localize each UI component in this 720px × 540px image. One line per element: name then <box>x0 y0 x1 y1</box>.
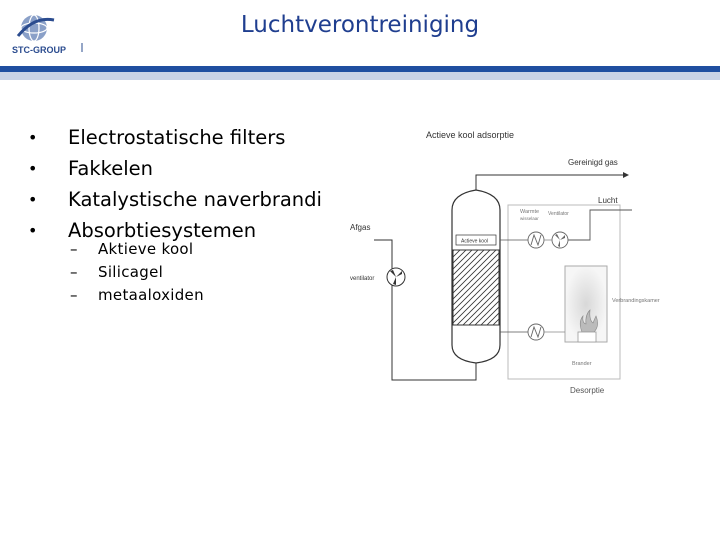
header-bar-light <box>0 72 720 80</box>
right-fan-icon <box>552 232 568 248</box>
sub-bullet-item: – metaaloxiden <box>70 284 204 307</box>
wisselaar-label: wisselaar <box>520 216 539 221</box>
heat-exchanger-bottom-icon <box>528 324 544 340</box>
air-line <box>568 210 632 240</box>
bullet-item: • Katalystische naverbrandi <box>28 184 322 215</box>
sub-bullet-item: – Aktieve kool <box>70 238 204 261</box>
ventilator-label: ventilator <box>350 276 375 282</box>
adsorber-vessel <box>452 190 500 363</box>
burner <box>578 332 596 342</box>
carbon-bed <box>453 250 499 325</box>
heat-exchanger-icon <box>528 232 544 248</box>
left-fan-icon <box>387 268 405 286</box>
actieve-kool-label: Actieve kool <box>461 238 488 245</box>
clean-gas-line <box>476 175 628 190</box>
afgas-label: Afgas <box>350 223 371 232</box>
lucht-label: Lucht <box>598 196 618 205</box>
diagram-title: Actieve kool adsorptie <box>426 130 515 140</box>
brander-label: Brander <box>572 361 592 367</box>
sub-bullet-list <box>70 238 204 307</box>
slide-title: Luchtverontreiniging <box>240 12 480 38</box>
bullet-item: • Electrostatische filters <box>28 122 322 153</box>
ventilator-right-label: Ventilator <box>548 211 569 217</box>
gereinigd-gas-label: Gereinigd gas <box>568 158 618 167</box>
logo-text: STC-GROUP <box>12 45 66 55</box>
bullet-item: • Fakkelen <box>28 153 322 184</box>
bullet-item: • Absorbtiesystemen <box>28 215 322 246</box>
sub-bullet-item: – Silicagel <box>70 261 204 284</box>
bullet-list <box>28 122 322 246</box>
verbrandingskamer-label: Verbrandingskamer <box>612 298 660 304</box>
adsorption-diagram <box>320 120 680 410</box>
warmte-label: Warmte <box>520 209 540 215</box>
desorptie-label: Desorptie <box>570 386 605 395</box>
